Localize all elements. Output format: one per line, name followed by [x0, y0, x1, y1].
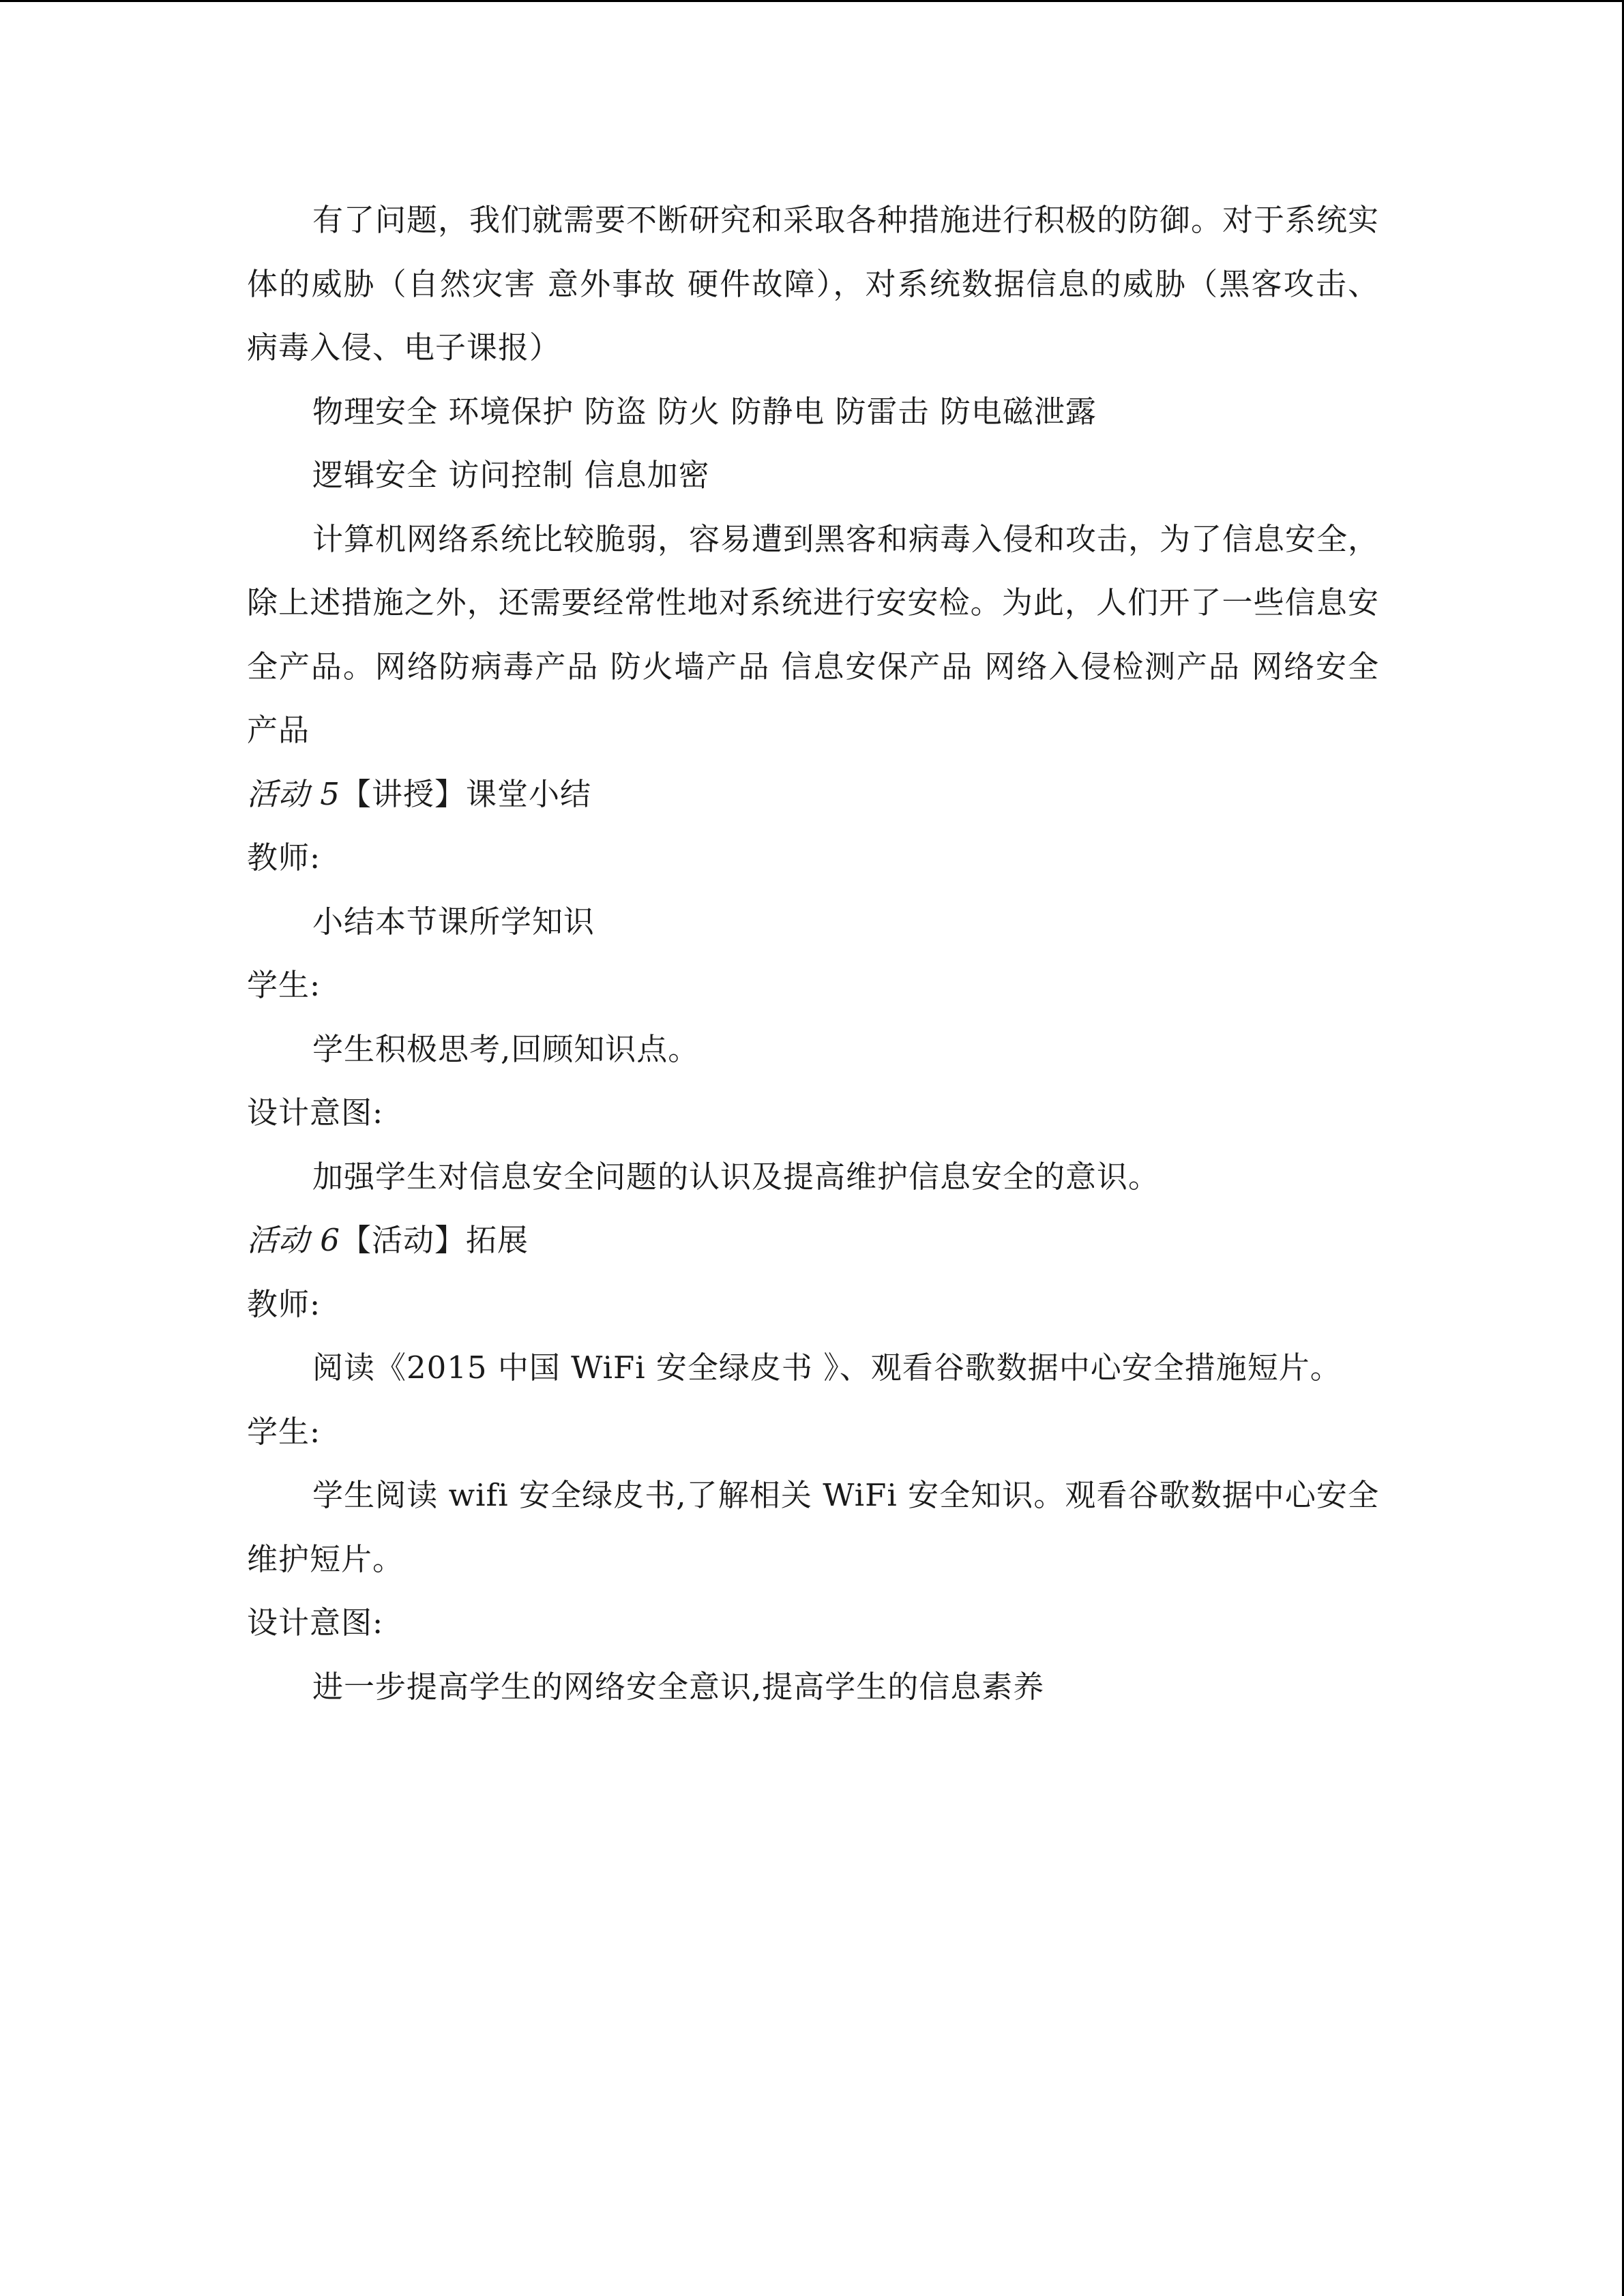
paragraph-physical-security: 物理安全 环境保护 防盗 防火 防静电 防雷击 防电磁泄露 [312, 393, 1097, 430]
activity-5-teacher-label: 教师: [247, 839, 321, 876]
document-page [247, 188, 1379, 1718]
activity-5-label: 活动 5 [247, 775, 340, 812]
activity-6-student-label: 学生: [247, 1413, 321, 1450]
activity-5-heading [247, 762, 1379, 826]
activity-5-title: 【讲授】课堂小结 [340, 775, 591, 812]
activity-6-student-text: 学生阅读 wifi 安全绿皮书,了解相关 WiFi 安全知识。观看谷歌数据中心安全维护短片。 [247, 1477, 1379, 1577]
activity-6-intent-text: 进一步提高学生的网络安全意识,提高学生的信息素养 [312, 1668, 1045, 1705]
activity-5-intent-text: 加强学生对信息安全问题的认识及提高维护信息安全的意识。 [312, 1158, 1160, 1195]
paragraph-threats: 有了问题，我们就需要不断研究和采取各种措施进行积极的防御。对于系统实体的威胁（自然灾害 意外事故 硬件故障），对系统数据信息的威胁（黑客攻击、病毒入侵、电子课报） [247, 202, 1380, 366]
activity-6-intent-label: 设计意图: [247, 1605, 384, 1641]
activity-6-teacher-text: 阅读《2015 中国 WiFi 安全绿皮书 》、观看谷歌数据中心安全措施短片。 [312, 1350, 1342, 1386]
paragraph-logical-security: 逻辑安全 访问控制 信息加密 [312, 457, 710, 493]
activity-6-heading [247, 1208, 1379, 1272]
activity-6-teacher-label: 教师: [247, 1285, 321, 1322]
activity-6-title: 【活动】拓展 [340, 1222, 529, 1258]
activity-5-student-text: 学生积极思考,回顾知识点。 [312, 1030, 700, 1067]
activity-5-student-label: 学生: [247, 967, 321, 1003]
activity-5-teacher-text: 小结本节课所学知识 [312, 903, 595, 940]
paragraph-security-products: 计算机网络系统比较脆弱，容易遭到黑客和病毒入侵和攻击，为了信息安全，除上述措施之外，还需要经常性地对系统进行安安检。为此，人们开了一些信息安全产品。网络防病毒产品 防火墙产品 信息安保产品 网络入侵检测产品 网络安全产品 [247, 520, 1380, 748]
activity-6-label: 活动 6 [247, 1222, 340, 1258]
page-top-border [0, 0, 1624, 2]
activity-5-intent-label: 设计意图: [247, 1094, 384, 1131]
